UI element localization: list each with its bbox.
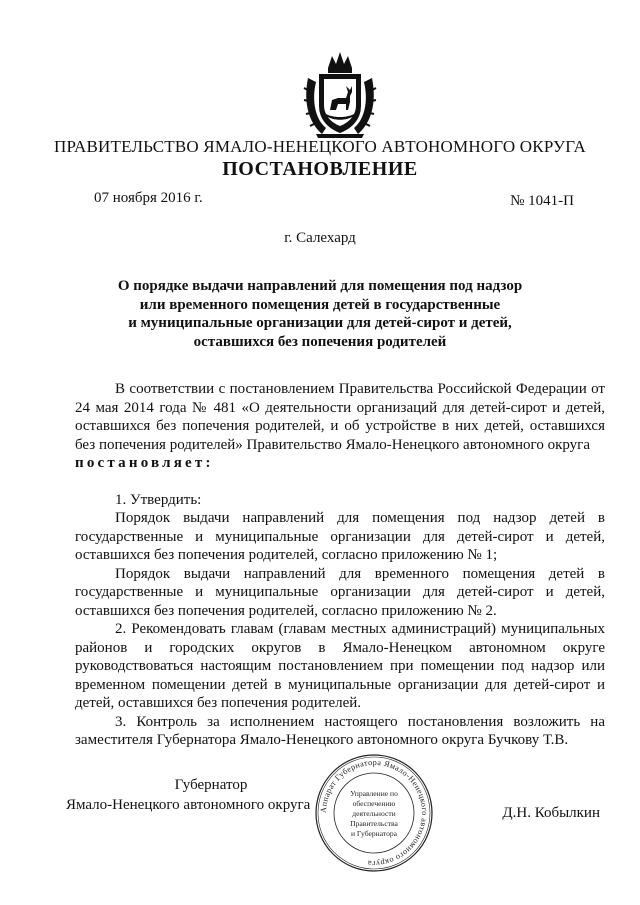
stamp-line-2: обеспечению bbox=[352, 799, 396, 808]
item-1-a: Порядок выдачи направлений для помещения под надзор детей в государственные и муниципальные организации для детей-сирот и детей, оставшихся без попечения родителей, согласно приложению № 1; bbox=[75, 510, 605, 563]
document-date: 07 ноября 2016 г. bbox=[94, 190, 203, 206]
signatory-title-line-1: Губернатор bbox=[174, 777, 248, 793]
document-heading bbox=[0, 277, 640, 351]
stamp-line-4: Правительства bbox=[350, 819, 398, 828]
government-name: ПРАВИТЕЛЬСТВО ЯМАЛО-НЕНЕЦКОГО АВТОНОМНОГО ОКРУГА bbox=[54, 137, 586, 156]
resolves-word: постановляет: bbox=[75, 455, 214, 471]
item-3: 3. Контроль за исполнением настоящего постановления возложить на заместителя Губернатора Ямало-Ненецкого автономного округа Бучкову Т.В. bbox=[75, 713, 605, 748]
stamp-ring-text: Аппарат Губернатора Ямало-Ненецкого автономного округа bbox=[318, 757, 430, 869]
heading-line-3: и муниципальные организации для детей-сирот и детей, bbox=[128, 315, 512, 331]
item-1: 1. Утвердить: bbox=[115, 491, 202, 508]
signatory-name: Д.Н. Кобылкин bbox=[502, 805, 600, 821]
preamble-paragraph: В соответствии с постановлением Правительства Российской Федерации от 24 мая 2014 года № 481 «О деятельности организаций для детей-сирот и детей, оставшихся без попечения родителей, и об устройстве в них детей, оставшихся без попечения родителей» Правительство Ямало-Ненецкого автономного округа bbox=[75, 381, 605, 453]
document-body bbox=[75, 380, 605, 750]
stamp-line-1: Управление по bbox=[350, 789, 398, 798]
heading-line-4: оставшихся без попечения родителей bbox=[193, 333, 447, 350]
document-city: г. Салехард bbox=[284, 230, 356, 246]
item-2: 2. Рекомендовать главам (главам местных администраций) муниципальных районов и городских округов в Ямало-Ненецком автономном округе руководствоваться настоящим постановлением при помещении под надзор или временном помещении детей в муниципальные организации для детей-сирот и детей, оставшихся без попечения родителей. bbox=[75, 621, 605, 711]
item-1-b: Порядок выдачи направлений для временного помещения детей в государственные и муниципальные организации для детей-сирот и детей, оставшихся без попечения родителей, согласно приложению № 2. bbox=[75, 565, 605, 619]
coat-of-arms-emblem-icon bbox=[302, 48, 378, 140]
official-stamp bbox=[313, 752, 435, 874]
stamp-line-5: и Губернатора bbox=[350, 829, 398, 838]
signatory-title bbox=[66, 775, 316, 815]
document-number: № 1041-П bbox=[510, 193, 574, 209]
heading-line-2: или временного помещения детей в государственные bbox=[139, 296, 501, 313]
signatory-title-line-2: Ямало-Ненецкого автономного округа bbox=[66, 797, 311, 813]
stamp-line-3: деятельности bbox=[352, 809, 396, 818]
heading-line-1: О порядке выдачи направлений для помещения под надзор bbox=[117, 278, 523, 294]
document-type-title: ПОСТАНОВЛЕНИЕ bbox=[222, 158, 418, 180]
